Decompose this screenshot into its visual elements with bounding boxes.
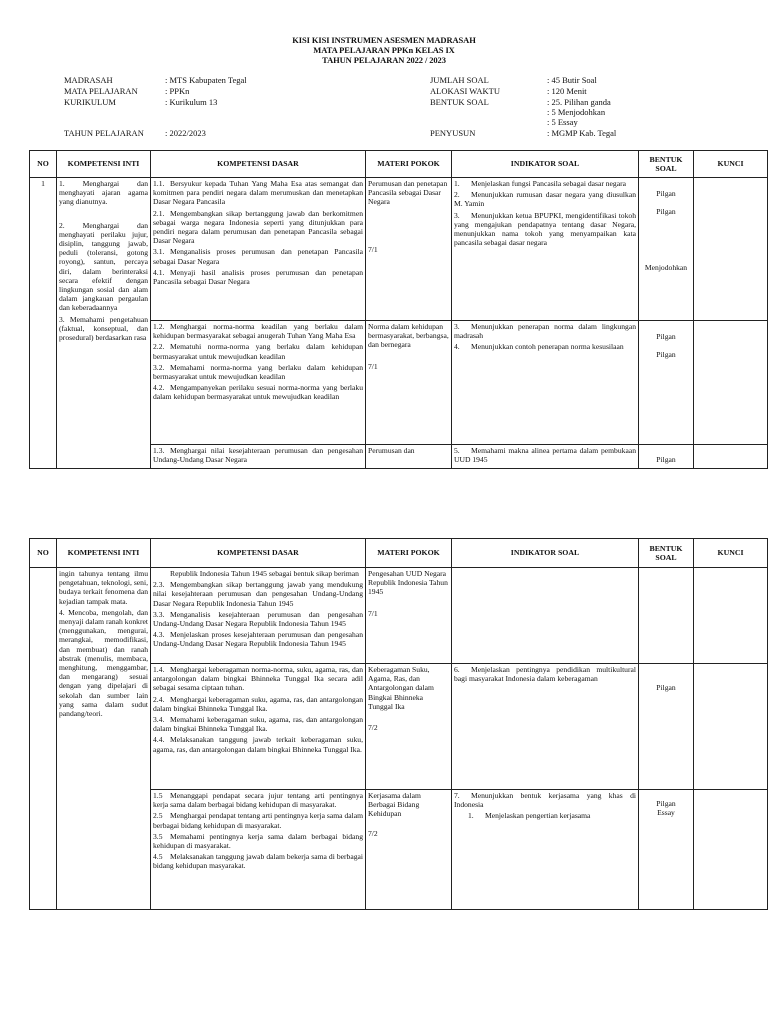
meta-label: MATA PELAJARAN xyxy=(64,86,138,96)
meta-label: MADRASAH xyxy=(64,75,113,85)
materi-cell xyxy=(366,445,452,469)
bentuk-cell: Pilgan xyxy=(639,664,694,790)
materi-code: 7/1 xyxy=(368,608,378,618)
kd-cell xyxy=(151,790,366,910)
kunci-cell xyxy=(694,664,768,790)
kunci-cell xyxy=(694,445,768,469)
materi-text: Norma dalam kehidupan bermasyarakat, berbangsa, dan bernegara xyxy=(368,322,449,350)
materi-text: Perumusan dan xyxy=(368,446,415,455)
kd-cell xyxy=(151,445,366,469)
doc-title-line3: TAHUN PELAJARAN 2022 / 2023 xyxy=(322,55,446,65)
meta-value: : Kurikulum 13 xyxy=(165,97,218,107)
meta-value: : PPKn xyxy=(165,86,190,96)
meta-label: TAHUN PELAJARAN xyxy=(64,128,144,138)
ki-cell xyxy=(57,568,151,910)
kunci-cell xyxy=(694,178,768,321)
kd-cell xyxy=(151,664,366,790)
meta-value: : 120 Menit xyxy=(547,86,587,96)
doc-title-line2: MATA PELAJARAN PPKn KELAS IX xyxy=(313,45,455,55)
meta-value: : 25. Pilihan ganda xyxy=(547,97,611,107)
materi-cell xyxy=(366,664,452,790)
table-row xyxy=(30,568,768,664)
header-no: NO xyxy=(30,151,57,178)
materi-code: 7/1 xyxy=(368,361,378,371)
list-item: 3.4. Memahami keberagaman suku, agama, ras, dan antargolongan dalam bingkai Bhinneka Tunggal Ika. xyxy=(153,715,363,734)
bentuk-cell: Pilgan Pilgan xyxy=(639,321,694,445)
list-item: 1. Menjelaskan pengertian kerjasama xyxy=(468,811,591,821)
list-item: 2. Menghargai dan menghayati perilaku jujur, disiplin, tanggung jawab, peduli (toleransi, gotong royong), santun, percaya diri, dalam berinteraksi secara efektif dengan lingkungan sosial dan alam dalam jangkauan pergaulan dan keberadaannya xyxy=(59,220,148,313)
list-item: 3. Menunjukkan penerapan norma dalam lingkungan madrasah xyxy=(454,322,636,341)
header-bentuk: BENTUK SOAL xyxy=(639,539,694,568)
list-item: 2.4. Menghargai keberagaman suku, agama, ras, dan antargolongan dalam bingkai Bhinneka Tunggal Ika. xyxy=(153,694,363,713)
list-item: 4.5 Melaksanakan tanggung jawab dalam bekerja sama di berbagai bidang kehidupan masyarakat. xyxy=(153,852,363,871)
header-kd: KOMPETENSI DASAR xyxy=(151,151,366,178)
materi-code: 7/2 xyxy=(368,828,378,838)
list-item: 1. Menghargai dan menghayati ajaran agama yang dianutnya. xyxy=(59,179,148,207)
materi-cell xyxy=(366,790,452,910)
row-number: 1 xyxy=(30,178,57,469)
list-item: Republik Indonesia Tahun 1945 sebagai bentuk sikap beriman xyxy=(170,569,359,578)
list-item: 1.3. Menghargai nilai kesejahteraan perumusan dan pengesahan Undang-Undang Dasar Negara xyxy=(153,446,363,465)
materi-code: 7/1 xyxy=(368,244,378,254)
meta-label: JUMLAH SOAL xyxy=(430,75,489,85)
header-ki: KOMPETENSI INTI xyxy=(57,151,151,178)
kunci-cell xyxy=(694,568,768,664)
meta-value: : 45 Butir Soal xyxy=(547,75,597,85)
ki-cell xyxy=(57,178,151,469)
list-item: 4.4. Melaksanakan tanggung jawab terkait keberagaman suku, agama, ras, dan antargolongan dalam bingkai Bhinneka Tunggal Ika. xyxy=(153,735,363,754)
meta-value: : MGMP Kab. Tegal xyxy=(547,128,617,138)
header-ki: KOMPETENSI INTI xyxy=(57,539,151,568)
table-header-row xyxy=(30,151,768,178)
list-item: 4.2. Mengampanyekan perilaku sesuai norma-norma yang berlaku dalam kehidupan bermasyarakat untuk mewujudkan keadilan xyxy=(153,383,363,402)
materi-code: 7/2 xyxy=(368,723,378,733)
document-page-2 xyxy=(0,495,768,1024)
indikator-cell xyxy=(452,178,639,321)
list-item: 7. Menunjukkan bentuk kerjasama yang khas di Indonesia xyxy=(454,791,636,810)
list-item: 1.5 Menanggapi pendapat secara jujur tentang arti pentingnya kerja sama dalam berbagai bidang kehidupan di masyarakat. xyxy=(153,791,363,810)
kd-cell xyxy=(151,568,366,664)
indikator-cell xyxy=(452,445,639,469)
meta-value: : MTS Kabupaten Tegal xyxy=(165,75,247,85)
table-header-row xyxy=(30,539,768,568)
list-item: 4. Menunjukkan contoh penerapan norma kesusilaan xyxy=(454,342,624,352)
materi-cell xyxy=(366,321,452,445)
kisi-table-page-2 xyxy=(29,538,768,910)
list-item: 4. Mencoba, mengolah, dan menyaji dalam ranah konkret (menggunakan, mengurai, merangkai, memodifikasi, dan membuat) dan ranah abstrak (menulis, membaca, menghitung, menggambar, dan mengarang) sesuai dengan yang dipelajari di sekolah dan sumber lain yang sama dalam sudut pandang/teori. xyxy=(59,607,148,719)
header-indikator: INDIKATOR SOAL xyxy=(452,151,639,178)
kd-cell xyxy=(151,321,366,445)
list-item: 2.5 Menghargai pendapat tentang arti pentingnya kerja sama dalam berbagai bidang kehidupan di masyarakat. xyxy=(153,811,363,830)
materi-text: Perumusan dan penetapan Pancasila sebagai Dasar Negara xyxy=(368,179,448,207)
list-item: 2.3. Mengembangkan sikap bertanggung jawab yang mendukung nilai kesejahteraan perumusan dan pengesahan Undang-Undang Dasar Negara Republik Indonesia Tahun 1945 xyxy=(153,580,363,608)
list-item: 3.1. Menganalisis proses perumusan dan penetapan Pancasila sebagai Dasar Negara xyxy=(153,247,363,266)
meta-label: PENYUSUN xyxy=(430,128,476,138)
header-materi: MATERI POKOK xyxy=(366,539,452,568)
header-indikator: INDIKATOR SOAL xyxy=(452,539,639,568)
materi-text: Keberagaman Suku, Agama, Ras, dan Antargolongan dalam Bingkai Bhinneka Tunggal Ika xyxy=(368,665,434,711)
list-item: 1.2. Menghargai norma-norma keadilan yang berlaku dalam kehidupan bermasyarakat sebagai anugerah Tuhan Yang Maha Esa xyxy=(153,322,363,341)
bentuk-cell: Pilgan Essay xyxy=(639,790,694,910)
list-item: 1.1. Bersyukur kepada Tuhan Yang Maha Esa atas semangat dan komitmen para pendiri negara dalam merumuskan dan menetapkan Dasar Negara Pancasila xyxy=(153,179,363,207)
header-no: NO xyxy=(30,539,57,568)
kd-cell xyxy=(151,178,366,321)
meta-label: KURIKULUM xyxy=(64,97,116,107)
materi-cell xyxy=(366,178,452,321)
bentuk-cell: Pilgan xyxy=(639,445,694,469)
list-item: 6. Menjelaskan pentingnya pendidikan multikultural bagi masyarakat Indonesia dalam keberagaman xyxy=(454,665,636,684)
list-item: 2. Menunjukkan rumusan dasar negara yang diusulkan M. Yamin xyxy=(454,190,636,209)
list-item: 3.2. Memahami norma-norma yang berlaku dalam kehidupan bermasyarakat untuk mewujudkan keadilan xyxy=(153,362,363,382)
materi-cell xyxy=(366,568,452,664)
meta-value: : 5 Essay xyxy=(547,117,578,127)
indikator-cell xyxy=(452,790,639,910)
list-item: 3.5 Memahami pentingnya kerja sama dalam berbagai bidang kehidupan di masyarakat. xyxy=(153,831,363,851)
indikator-cell xyxy=(452,321,639,445)
meta-label: ALOKASI WAKTU xyxy=(430,86,500,96)
header-kunci: KUNCI xyxy=(694,539,768,568)
bentuk-cell: Pilgan Pilgan Menjodohkan xyxy=(639,178,694,321)
kunci-cell xyxy=(694,790,768,910)
list-item: 5. Memahami makna alinea pertama dalam pembukaan UUD 1945 xyxy=(454,446,636,465)
document-page-1 xyxy=(0,0,768,495)
kisi-table-page-1 xyxy=(29,150,768,469)
header-bentuk: BENTUK SOAL xyxy=(639,151,694,178)
meta-label: BENTUK SOAL xyxy=(430,97,489,107)
header-materi: MATERI POKOK xyxy=(366,151,452,178)
list-item: 4.3. Menjelaskan proses kesejahteraan perumusan dan pengesahan Undang-Undang Dasar Negara Republik Indonesia Tahun 1945 xyxy=(153,630,363,649)
doc-title-line1: KISI KISI INSTRUMEN ASESMEN MADRASAH xyxy=(292,35,476,45)
list-item: 2.2. Mematuhi norma-norma yang berlaku dalam kehidupan bermasyarakat untuk mewujudkan keadilan xyxy=(153,342,363,361)
row-number xyxy=(30,568,57,910)
header-kd: KOMPETENSI DASAR xyxy=(151,539,366,568)
indikator-cell xyxy=(452,664,639,790)
list-item: 2.1. Mengembangkan sikap bertanggung jawab dan berkomitmen sebagai warga negara Indonesia seperti yang ditunjukkan para pendiri negara dalam perumusan dan penetapan Pancasila sebagai Dasar Negara xyxy=(153,208,363,246)
list-item: 1. Menjelaskan fungsi Pancasila sebagai dasar negara xyxy=(454,179,626,188)
list-item: 3. Menunjukkan ketua BPUPKI, mengidentifikasi tokoh yang mengajukan pendapatnya tentang dasar Negara, menunjukkan nama tokoh yang menyampaikan kata pancasila sebagai dasar negara xyxy=(454,210,636,248)
bentuk-cell xyxy=(639,568,694,664)
materi-text: Pengesahan UUD Negara Republik Indonesia Tahun 1945 xyxy=(368,569,448,597)
list-item: 3. Memahami pengetahuan (faktual, konseptual, dan prosedural) berdasarkan rasa xyxy=(59,314,148,343)
list-item: 4.1. Menyaji hasil analisis proses perumusan dan penetapan Pancasila sebagai Dasar Negara xyxy=(153,267,363,287)
indikator-cell xyxy=(452,568,639,664)
kunci-cell xyxy=(694,321,768,445)
materi-text: Kerjasama dalam Berbagai Bidang Kehidupan xyxy=(368,791,421,819)
list-item: 1.4. Menghargai keberagaman norma-norma, suku, agama, ras, dan antargolongan dalam bingkai Bhinneka Tunggal Ika secara adil sebagai sesama ciptaan tuhan. xyxy=(153,665,363,693)
meta-value: : 2022/2023 xyxy=(165,128,206,138)
list-item: ingin tahunya tentang ilmu pengetahuan, teknologi, seni, budaya terkait fenomena dan kejadian tampak mata. xyxy=(59,569,148,606)
table-row xyxy=(30,178,768,321)
header-kunci: KUNCI xyxy=(694,151,768,178)
meta-value: : 5 Menjodohkan xyxy=(547,107,606,117)
list-item: 3.3. Menganalisis kesejahteraan perumusan dan pengesahan Undang-Undang Dasar Negara Republik Indonesia Tahun 1945 xyxy=(153,609,363,629)
